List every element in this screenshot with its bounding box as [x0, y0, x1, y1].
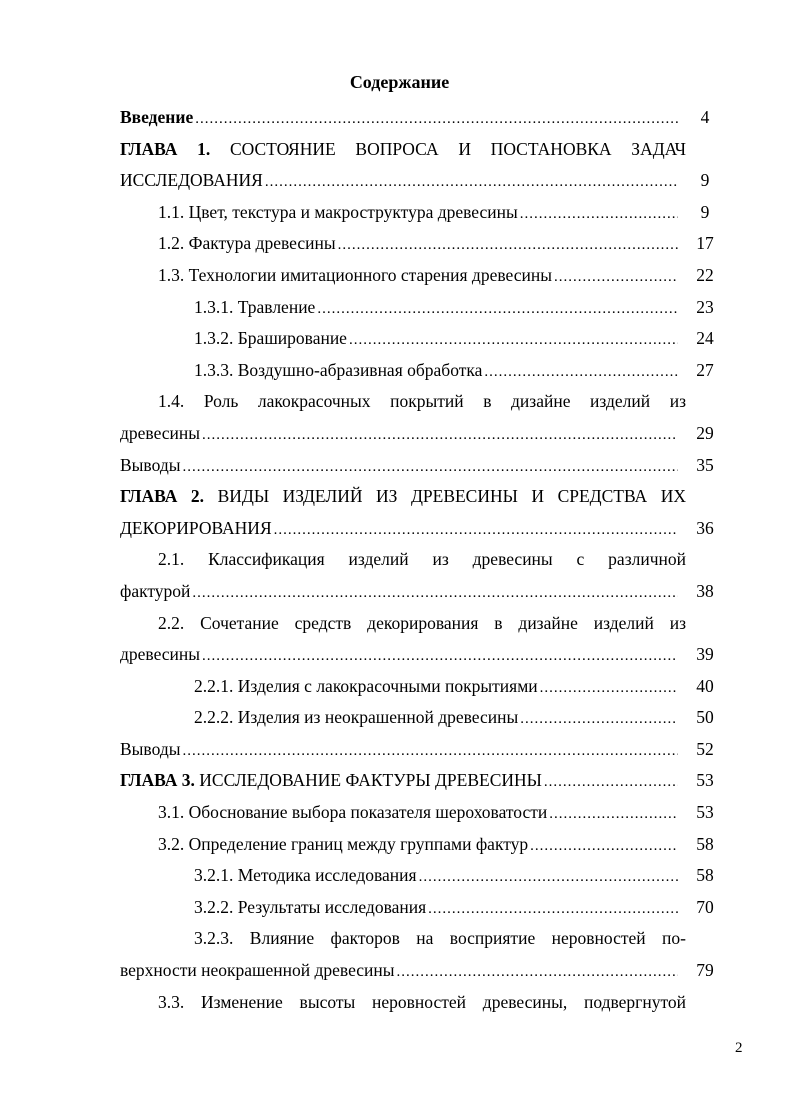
- toc-entry-chapter-3: [120, 765, 724, 797]
- toc-page-number: 52: [696, 738, 714, 759]
- chapter-title: ИССЛЕДОВАНИЕ ФАКТУРЫ ДРЕВЕСИНЫ: [194, 770, 542, 791]
- toc-page-number: 38: [696, 580, 714, 601]
- toc-page-number: 27: [696, 359, 714, 380]
- toc-entry-2-2-line1: [120, 608, 724, 640]
- toc-entry-3-1: [120, 797, 724, 829]
- toc-entry-title: 1.4. Роль лакокрасочных покрытий в дизайне изделий из: [158, 391, 686, 412]
- toc-leader-dots: [484, 357, 678, 389]
- toc-entry-title: древесины: [120, 644, 201, 665]
- toc-entry-title: 3.3. Изменение высоты неровностей древесины, подвергнутой: [158, 991, 686, 1012]
- toc-entry-chapter-2-line1: [120, 481, 724, 513]
- toc-page-number: 53: [696, 770, 714, 791]
- toc-entry-1-1: [120, 197, 724, 229]
- toc-entry-title: 1.3. Технологии имитационного старения древесины: [158, 264, 552, 285]
- toc-entry-3-2-3-line2: [120, 955, 724, 987]
- toc-entry-title: 1.3.2. Браширование: [194, 328, 347, 349]
- toc-entry-title: [120, 765, 542, 797]
- toc-entry-title: ДЕКОРИРОВАНИЯ: [120, 517, 272, 538]
- toc-leader-dots: [419, 862, 678, 894]
- toc-entry-intro: [120, 102, 724, 134]
- chapter-label: ГЛАВА 2.: [120, 486, 205, 507]
- toc-page-number: 40: [696, 675, 714, 696]
- toc-leader-dots: [195, 104, 678, 136]
- toc-entry-3-2: [120, 829, 724, 861]
- toc-entry-title: 3.1. Обоснование выбора показателя шероховатости: [158, 802, 548, 823]
- toc-leader-dots: [554, 262, 678, 294]
- toc-entry-title: 2.1. Классификация изделий из древесины с различной: [158, 549, 686, 570]
- toc-entry-2-2-1: [120, 671, 724, 703]
- toc-entry-title: 3.2.1. Методика исследования: [194, 865, 417, 886]
- toc-page-number: 9: [700, 201, 710, 222]
- toc-leader-dots: [530, 831, 678, 863]
- toc-leader-dots: [544, 767, 678, 799]
- toc-leader-dots: [274, 515, 678, 547]
- toc-leader-dots: [192, 578, 678, 610]
- chapter-label: ГЛАВА 3.: [120, 770, 195, 791]
- toc-entry-title: 3.2. Определение границ между группами фактур: [158, 833, 529, 854]
- toc-entry-1-3-1: [120, 292, 724, 324]
- toc-entry-title: Выводы: [120, 454, 181, 475]
- toc-entry-title: Введение: [120, 107, 194, 127]
- toc-page-number: 50: [696, 707, 714, 728]
- toc-entry-2-1-line1: [120, 544, 724, 576]
- toc-entry-3-2-2: [120, 892, 724, 924]
- toc-entry-title: 3.2.2. Результаты исследования: [194, 896, 427, 917]
- toc-leader-dots: [182, 452, 678, 484]
- toc-page-number: 58: [696, 833, 714, 854]
- toc-entry-title: Выводы: [120, 738, 181, 759]
- toc-leader-dots: [202, 420, 678, 452]
- toc-page-number: 4: [700, 107, 710, 127]
- toc-page-number: 22: [696, 264, 714, 285]
- toc-leader-dots: [202, 641, 678, 673]
- toc-page-number: 36: [696, 517, 714, 538]
- toc-leader-dots: [317, 294, 678, 326]
- toc-entry-title: древесины: [120, 422, 201, 443]
- toc-entry-title: 2.2.2. Изделия из неокрашенной древесины: [194, 707, 519, 728]
- toc-page-number: 39: [696, 644, 714, 665]
- toc-leader-dots: [549, 799, 678, 831]
- toc-entry-1-3-3: [120, 355, 724, 387]
- toc-entry-title: 2.2.1. Изделия с лакокрасочными покрытиями: [194, 675, 538, 696]
- toc-entry-2-2-line2: [120, 639, 724, 671]
- toc-entry-chapter-2-line2: [120, 513, 724, 545]
- toc-leader-dots: [428, 894, 678, 926]
- toc-page-number: 79: [696, 960, 714, 981]
- toc-entry-1-3-2: [120, 323, 724, 355]
- toc-entry-title: 1.1. Цвет, текстура и макроструктура древесины: [158, 201, 518, 222]
- toc-entry-title: 1.3.1. Травление: [194, 296, 316, 317]
- toc-entry-3-3-line1: [120, 987, 724, 1019]
- toc-entry-title: 1.3.3. Воздушно-абразивная обработка: [194, 359, 483, 380]
- toc-entry-conclusions-2: [120, 734, 724, 766]
- toc-leader-dots: [182, 736, 678, 768]
- toc-entry-title: 1.2. Фактура древесины: [158, 233, 336, 254]
- toc-leader-dots: [265, 167, 678, 199]
- toc-page-number: 35: [696, 454, 714, 475]
- toc-entry-title: 3.2.3. Влияние факторов на восприятие неровностей по-: [194, 928, 686, 949]
- toc-leader-dots: [520, 704, 678, 736]
- page-number: 2: [735, 1040, 743, 1056]
- toc-page-number: 58: [696, 865, 714, 886]
- toc-entry-chapter-1-line1: [120, 134, 724, 166]
- toc-entry-title: верхности неокрашенной древесины: [120, 960, 395, 981]
- chapter-title: ВИДЫ ИЗДЕЛИЙ ИЗ ДРЕВЕСИНЫ И СРЕДСТВА ИХ: [204, 486, 686, 507]
- toc-entry-title: ИССЛЕДОВАНИЯ: [120, 170, 263, 191]
- toc-entry-2-1-line2: [120, 576, 724, 608]
- toc-entry-chapter-1-line2: [120, 165, 724, 197]
- toc-page-number: 24: [696, 328, 714, 349]
- toc-entry-1-3: [120, 260, 724, 292]
- toc-page-number: 70: [696, 896, 714, 917]
- toc-leader-dots: [397, 957, 678, 989]
- toc-entry-2-2-2: [120, 702, 724, 734]
- toc-leader-dots: [540, 673, 678, 705]
- toc-page-number: 17: [696, 233, 714, 254]
- toc-entry-title: фактурой: [120, 580, 191, 601]
- toc-entry-3-2-1: [120, 860, 724, 892]
- toc-entry-title: 2.2. Сочетание средств декорирования в дизайне изделий из: [158, 612, 686, 633]
- toc-page-number: 53: [696, 802, 714, 823]
- chapter-title: СОСТОЯНИЕ ВОПРОСА И ПОСТАНОВКА ЗАДАЧ: [210, 138, 686, 159]
- toc-entry-1-2: [120, 228, 724, 260]
- toc-leader-dots: [338, 230, 678, 262]
- toc-leader-dots: [520, 199, 678, 231]
- toc-entry-1-4-line2: [120, 418, 724, 450]
- toc-page-number: 23: [696, 296, 714, 317]
- page-title: Содержание: [349, 72, 450, 92]
- toc-entry-conclusions-1: [120, 450, 724, 482]
- toc-page-number: 29: [696, 422, 714, 443]
- table-of-contents: [120, 102, 724, 1018]
- toc-page-number: 9: [700, 170, 710, 191]
- toc-entry-3-2-3-line1: [120, 923, 724, 955]
- chapter-label: ГЛАВА 1.: [120, 138, 211, 159]
- toc-leader-dots: [349, 325, 678, 357]
- toc-entry-1-4-line1: [120, 386, 724, 418]
